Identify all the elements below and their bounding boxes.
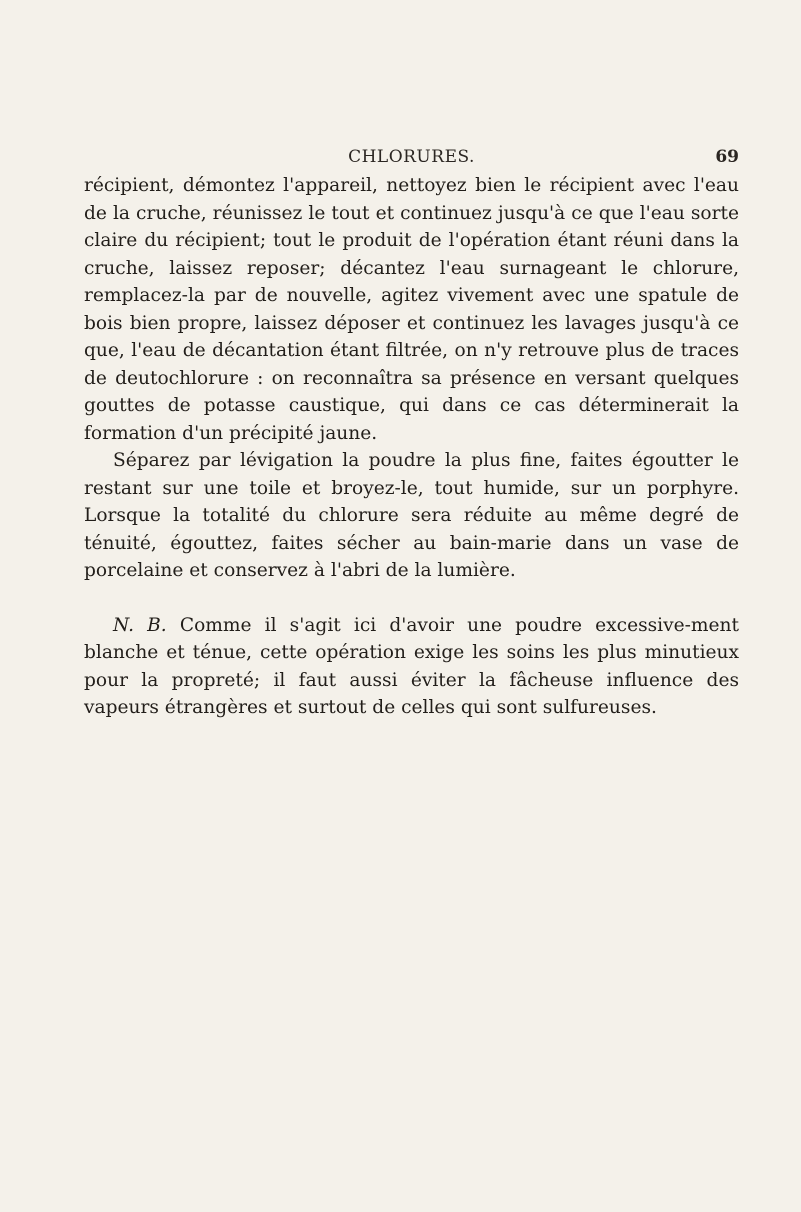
page-number: 69 (715, 147, 739, 167)
paragraph-continuation: récipient, démontez l'appareil, nettoyez bien le récipient avec l'eau de la cruche, réunissez le tout et continuez jusqu'à ce que l'eau sorte claire du récipient; tout le produit de l'opération étant réuni dans la cruche, laissez reposer; décantez l'eau surnageant le chlorure, remplacez-la par de nouvelle, agitez vivement avec une spatule de bois bien propre, laissez déposer et continuez les lavages jusqu'à ce que, l'eau de décantation étant filtrée, on n'y retrouve plus de traces de deutochlorure : on reconnaîtra sa présence en versant quelques gouttes de potasse caustique, qui dans ce cas déterminerait la formation d'un précipité jaune. (84, 175, 739, 444)
nota-bene-paragraph (84, 612, 739, 722)
nota-bene-text: Comme il s'agit ici d'avoir une poudre excessive-ment blanche et ténue, cette opération exige les soins les plus minutieux pour la propreté; il faut aussi éviter la fâcheuse influence des vapeurs étrangères et surtout de celles qui sont sulfureuses. (84, 614, 739, 718)
body-text (84, 172, 739, 722)
running-title: CHLORURES. (348, 147, 475, 167)
paragraph-levigation: Séparez par lévigation la poudre la plus fine, faites égoutter le restant sur une toile et broyez-le, tout humide, sur un porphyre. Lorsque la totalité du chlorure sera réduite au même degré de ténuité, égouttez, faites sécher au bain-marie dans un vase de porcelaine et conservez à l'abri de la lumière. (84, 450, 739, 581)
running-head (84, 147, 739, 173)
nota-bene-label: N. B. (113, 614, 167, 636)
